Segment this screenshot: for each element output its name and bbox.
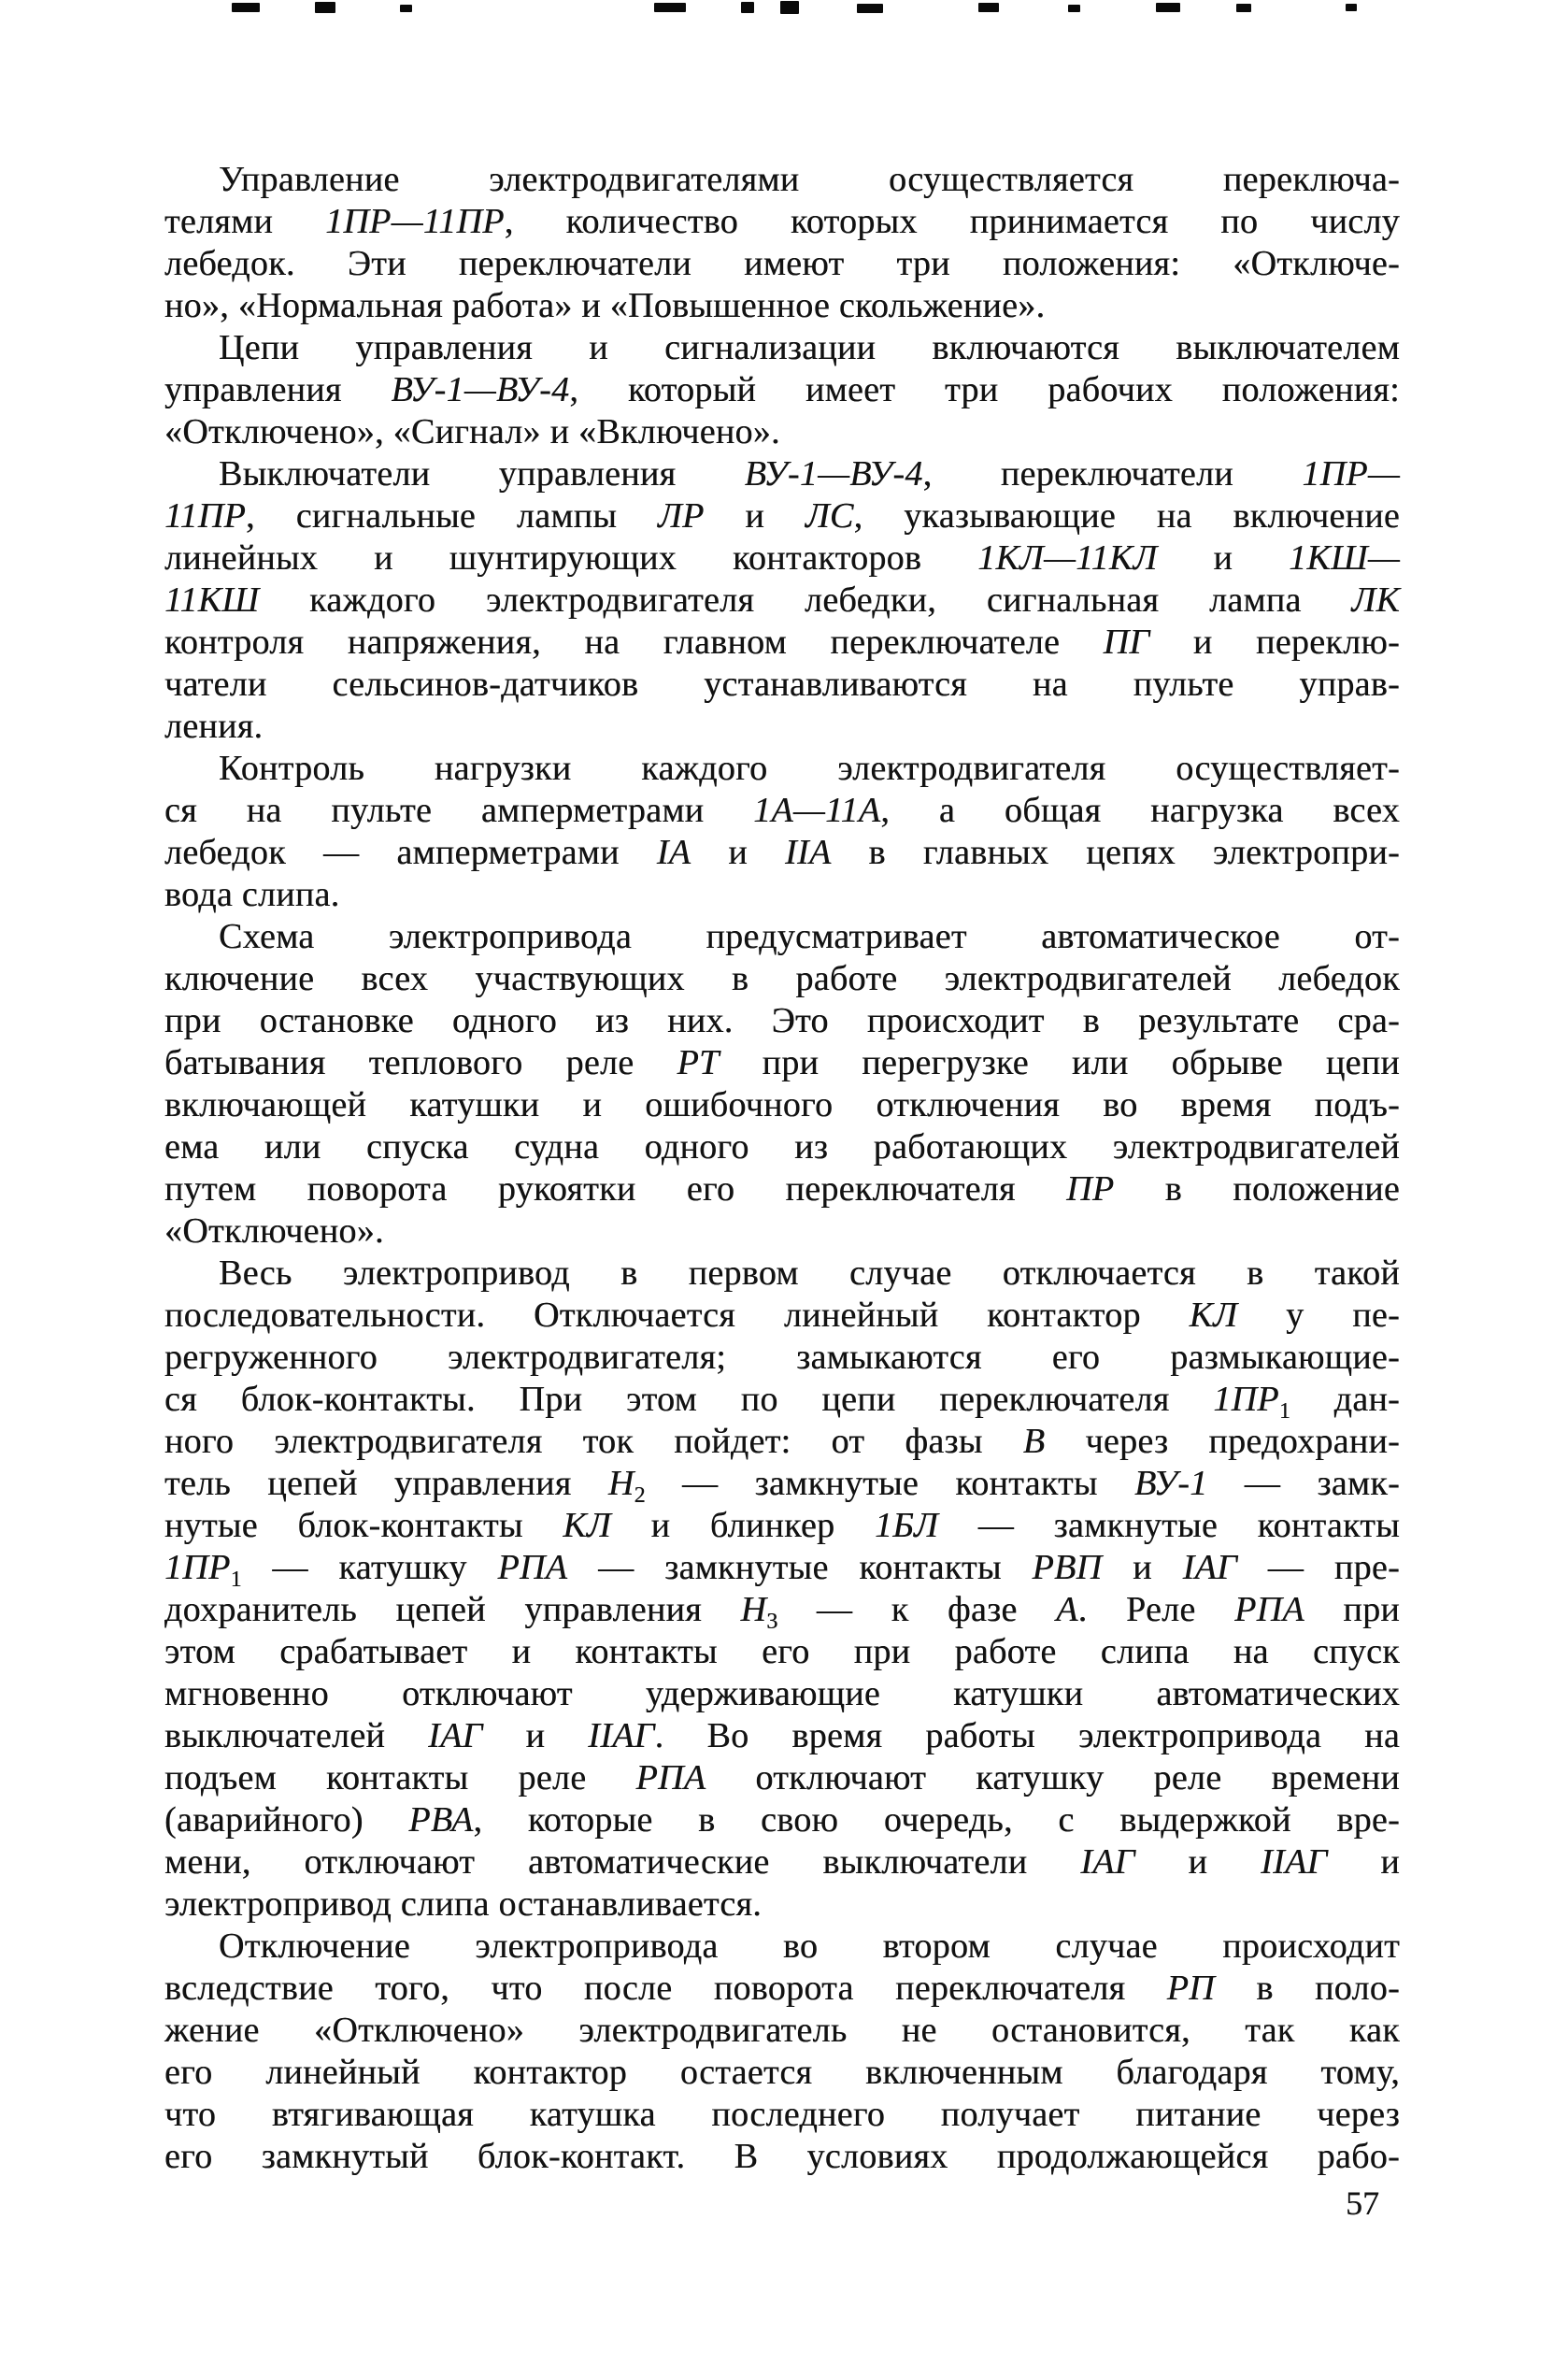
- scan-artifact: [400, 5, 412, 12]
- subscript: 1: [230, 1568, 242, 1592]
- paragraph: [164, 1926, 1400, 2178]
- text-line: [164, 874, 1400, 916]
- text-line: [164, 537, 1400, 580]
- device-designation: КЛ: [563, 1506, 611, 1545]
- text-line: [164, 2094, 1400, 2136]
- text-line: [164, 1715, 1400, 1757]
- paragraph: [164, 327, 1400, 453]
- device-designation: 1КЛ—11КЛ: [977, 538, 1158, 578]
- text-line: [164, 159, 1400, 201]
- device-designation: IIАГ: [588, 1716, 655, 1755]
- text-run: Выключатели управления: [219, 454, 745, 494]
- text-line: [164, 1968, 1400, 2010]
- device-designation: 11ПР: [164, 496, 247, 536]
- text-line: [164, 201, 1400, 243]
- text-run: ного электродвигателя ток пойдет: от фазы: [164, 1422, 1023, 1461]
- device-designation: РТ: [677, 1043, 720, 1082]
- text-line: [164, 1757, 1400, 1799]
- text-run: и: [1157, 538, 1290, 578]
- scan-artifact: [780, 1, 799, 14]
- page-number: 57: [1346, 2184, 1379, 2222]
- text-run: . Реле: [1077, 1590, 1235, 1629]
- text-run: — замк-: [1207, 1464, 1400, 1503]
- text-run: , которые в свою очередь, с выдержкой вре-: [473, 1800, 1400, 1840]
- scan-artifact: [978, 3, 999, 12]
- text-run: Контроль нагрузки каждого электродвигателя осуществляет-: [219, 749, 1400, 788]
- text-line: [164, 1126, 1400, 1168]
- text-line: [164, 1337, 1400, 1379]
- scan-artifact: [1236, 4, 1251, 12]
- text-run: дан-: [1290, 1380, 1400, 1419]
- text-run: в поло-: [1215, 1969, 1401, 2008]
- device-designation: ПР: [1066, 1169, 1115, 1209]
- text-line: [164, 1210, 1400, 1253]
- text-run: — замкнутые контакты: [938, 1506, 1400, 1545]
- text-line: [164, 1926, 1400, 1968]
- text-run: и: [691, 833, 786, 872]
- text-run: батывания теплового реле: [164, 1043, 677, 1082]
- scan-artifact: [1156, 3, 1180, 12]
- text-run: и: [1102, 1548, 1183, 1587]
- text-run: и переклю-: [1149, 623, 1400, 662]
- text-run: и: [1134, 1842, 1262, 1882]
- text-line: [164, 327, 1400, 369]
- text-run: , сигнальные лампы: [246, 496, 658, 536]
- text-line: [164, 1379, 1400, 1424]
- text-run: в главных цепях электропри-: [831, 833, 1400, 872]
- subscript: 3: [766, 1610, 778, 1634]
- text-run: управления: [164, 370, 392, 409]
- text-line: [164, 1547, 1400, 1592]
- text-run: лебедок. Эти переключатели имеют три положения: «Отключе-: [164, 244, 1400, 283]
- text-run: но», «Нормальная работа» и «Повышенное скольжение».: [164, 286, 1046, 325]
- text-line: [164, 243, 1400, 285]
- text-run: отключают катушку реле времени: [706, 1758, 1400, 1797]
- device-designation: 1КШ—: [1289, 538, 1400, 578]
- paragraph: [164, 916, 1400, 1253]
- paragraph: [164, 453, 1400, 748]
- device-designation: 1ПР: [164, 1548, 231, 1587]
- text-line: [164, 706, 1400, 748]
- device-designation: ВУ-1: [1134, 1464, 1208, 1503]
- text-run: , переключатели: [922, 454, 1303, 494]
- scan-artifact: [232, 3, 260, 12]
- text-run: Отключение электропривода во втором случае происходит: [219, 1926, 1400, 1966]
- text-run: , количество которых принимается по числу: [504, 202, 1400, 241]
- text-run: и: [1327, 1842, 1400, 1882]
- device-designation: РВА: [408, 1800, 474, 1840]
- text-run: — замкнутые контакты: [645, 1464, 1135, 1503]
- paragraph: [164, 748, 1400, 916]
- device-designation: 1БЛ: [875, 1506, 939, 1545]
- text-run: линейных и шунтирующих контакторов: [164, 538, 978, 578]
- text-run: мени, отключают автоматические выключатели: [164, 1842, 1081, 1882]
- device-designation: 11КШ: [164, 580, 260, 620]
- text-run: включающей катушки и ошибочного отключения во время подъ-: [164, 1085, 1400, 1124]
- text-column: [164, 159, 1400, 2178]
- text-line: [164, 580, 1400, 622]
- device-designation: РВП: [1032, 1548, 1103, 1587]
- text-line: [164, 1883, 1400, 1926]
- text-run: — пре-: [1236, 1548, 1400, 1587]
- device-designation: РП: [1166, 1969, 1215, 2008]
- device-designation: ПГ: [1103, 623, 1150, 662]
- text-run: (аварийного): [164, 1800, 409, 1840]
- device-designation: 1ПР—11ПР: [325, 202, 505, 241]
- text-line: [164, 495, 1400, 537]
- text-run: чатели сельсинов-датчиков устанавливаются на пульте управ-: [164, 665, 1400, 704]
- text-run: при остановке одного из них. Это происходит в результате сра-: [164, 1001, 1400, 1040]
- text-line: [164, 622, 1400, 664]
- text-line: [164, 832, 1400, 874]
- scan-artifact: [654, 3, 686, 12]
- text-run: и блинкер: [610, 1506, 875, 1545]
- text-line: [164, 916, 1400, 958]
- text-run: — к фазе: [777, 1590, 1057, 1629]
- scan-artifact: [1346, 4, 1357, 11]
- text-line: [164, 1505, 1400, 1547]
- text-run: . Во время работы электропривода на: [654, 1716, 1400, 1755]
- text-line: [164, 1084, 1400, 1126]
- text-run: при перегрузке или обрыве цепи: [719, 1043, 1400, 1082]
- text-run: мгновенно отключают удерживающие катушки автоматических: [164, 1674, 1400, 1713]
- text-run: и: [704, 496, 805, 536]
- device-designation: ВУ-1—ВУ-4: [744, 454, 923, 494]
- text-run: ления.: [164, 707, 264, 746]
- text-line: [164, 369, 1400, 411]
- text-run: ся на пульте амперметрами: [164, 791, 754, 830]
- text-run: жение «Отключено» электродвигатель не остановится, так как: [164, 2011, 1400, 2050]
- device-designation: 1ПР—: [1302, 454, 1400, 494]
- text-line: [164, 2136, 1400, 2178]
- text-line: [164, 1463, 1400, 1508]
- device-designation: 1А—11А: [753, 791, 881, 830]
- text-line: [164, 2052, 1400, 2094]
- text-run: лебедок — амперметрами: [164, 833, 657, 872]
- text-run: регруженного электродвигателя; замыкаются его размыкающие-: [164, 1338, 1400, 1377]
- text-line: [164, 1421, 1400, 1463]
- text-line: [164, 453, 1400, 495]
- text-run: вода слипа.: [164, 875, 340, 914]
- text-line: [164, 411, 1400, 453]
- device-designation: РПА: [635, 1758, 706, 1797]
- text-run: электропривод слипа останавливается.: [164, 1884, 763, 1924]
- device-designation: IIА: [785, 833, 832, 872]
- subscript: 2: [634, 1483, 646, 1508]
- scan-artifact: [315, 2, 335, 13]
- text-line: [164, 1841, 1400, 1883]
- scan-artifact: [1068, 5, 1080, 12]
- text-line: [164, 1295, 1400, 1337]
- text-run: у пе-: [1237, 1296, 1400, 1335]
- paragraph: [164, 1253, 1400, 1926]
- text-line: [164, 285, 1400, 327]
- text-run: этом срабатывает и контакты его при работе слипа на спуск: [164, 1632, 1400, 1671]
- text-run: — катушку: [241, 1548, 498, 1587]
- text-run: каждого электродвигателя лебедки, сигнальная лампа: [259, 580, 1352, 620]
- text-line: [164, 748, 1400, 790]
- text-run: , а общая нагрузка всех: [880, 791, 1401, 830]
- device-designation: ЛС: [805, 496, 854, 536]
- text-line: [164, 664, 1400, 706]
- text-run: тель цепей управления: [164, 1464, 608, 1503]
- text-run: его линейный контактор остается включенным благодаря тому,: [164, 2053, 1400, 2092]
- device-designation: Н: [740, 1590, 767, 1629]
- text-run: Весь электропривод в первом случае отключается в такой: [219, 1253, 1400, 1293]
- device-designation: ЛК: [1351, 580, 1400, 620]
- device-designation: 1ПР: [1213, 1380, 1279, 1419]
- text-run: Схема электропривода предусматривает автоматическое от-: [219, 917, 1400, 956]
- scan-artifact: [741, 2, 754, 13]
- device-designation: В: [1022, 1422, 1046, 1461]
- scan-artifact: [857, 4, 883, 13]
- text-run: ема или спуска судна одного из работающих электродвигателей: [164, 1127, 1400, 1167]
- text-run: подъем контакты реле: [164, 1758, 636, 1797]
- text-line: [164, 958, 1400, 1000]
- text-run: последовательности. Отключается линейный контактор: [164, 1296, 1190, 1335]
- device-designation: РПА: [1234, 1590, 1304, 1629]
- device-designation: IIАГ: [1261, 1842, 1328, 1882]
- text-run: вследствие того, что после поворота переключателя: [164, 1969, 1167, 2008]
- text-run: в положение: [1114, 1169, 1400, 1209]
- device-designation: Н: [607, 1464, 634, 1503]
- text-line: [164, 1168, 1400, 1210]
- subscript: 1: [1278, 1399, 1290, 1424]
- text-run: ключение всех участвующих в работе электродвигателей лебедок: [164, 959, 1400, 998]
- text-line: [164, 1253, 1400, 1295]
- text-line: [164, 1589, 1401, 1634]
- text-run: Управление электродвигателями осуществляется переключа-: [219, 160, 1400, 199]
- text-run: «Отключено».: [164, 1211, 384, 1251]
- text-run: при: [1304, 1590, 1401, 1629]
- paragraph: [164, 159, 1400, 327]
- device-designation: IА: [656, 833, 691, 872]
- text-run: телями: [164, 202, 326, 241]
- device-designation: РПА: [497, 1548, 568, 1587]
- text-run: его замкнутый блок-контакт. В условиях продолжающейся рабо-: [164, 2137, 1400, 2176]
- device-designation: КЛ: [1189, 1296, 1238, 1335]
- text-line: [164, 1000, 1400, 1042]
- text-line: [164, 790, 1400, 832]
- text-run: выключателей: [164, 1716, 429, 1755]
- text-line: [164, 1799, 1400, 1841]
- text-run: , указывающие на включение: [853, 496, 1400, 536]
- text-line: [164, 1673, 1400, 1715]
- text-line: [164, 1042, 1400, 1084]
- device-designation: IАГ: [1080, 1842, 1135, 1882]
- device-designation: ЛР: [657, 496, 705, 536]
- text-run: через предохрани-: [1045, 1422, 1401, 1461]
- text-run: что втягивающая катушка последнего получает питание через: [164, 2095, 1400, 2134]
- text-run: ся блок-контакты. При этом по цепи переключателя: [164, 1380, 1214, 1419]
- device-designation: А: [1056, 1590, 1078, 1629]
- text-run: Цепи управления и сигнализации включаются выключателем: [219, 328, 1400, 367]
- text-line: [164, 2010, 1400, 2052]
- text-run: и: [482, 1716, 589, 1755]
- text-run: нутые блок-контакты: [164, 1506, 563, 1545]
- text-line: [164, 1631, 1400, 1673]
- text-run: контроля напряжения, на главном переключателе: [164, 623, 1104, 662]
- device-designation: IАГ: [428, 1716, 483, 1755]
- device-designation: IАГ: [1182, 1548, 1237, 1587]
- text-run: , который имеет три рабочих положения:: [569, 370, 1400, 409]
- text-run: путем поворота рукоятки его переключателя: [164, 1169, 1067, 1209]
- text-run: дохранитель цепей управления: [164, 1590, 741, 1629]
- text-run: — замкнутые контакты: [567, 1548, 1033, 1587]
- device-designation: ВУ-1—ВУ-4: [391, 370, 570, 409]
- text-run: «Отключено», «Сигнал» и «Включено».: [164, 412, 780, 451]
